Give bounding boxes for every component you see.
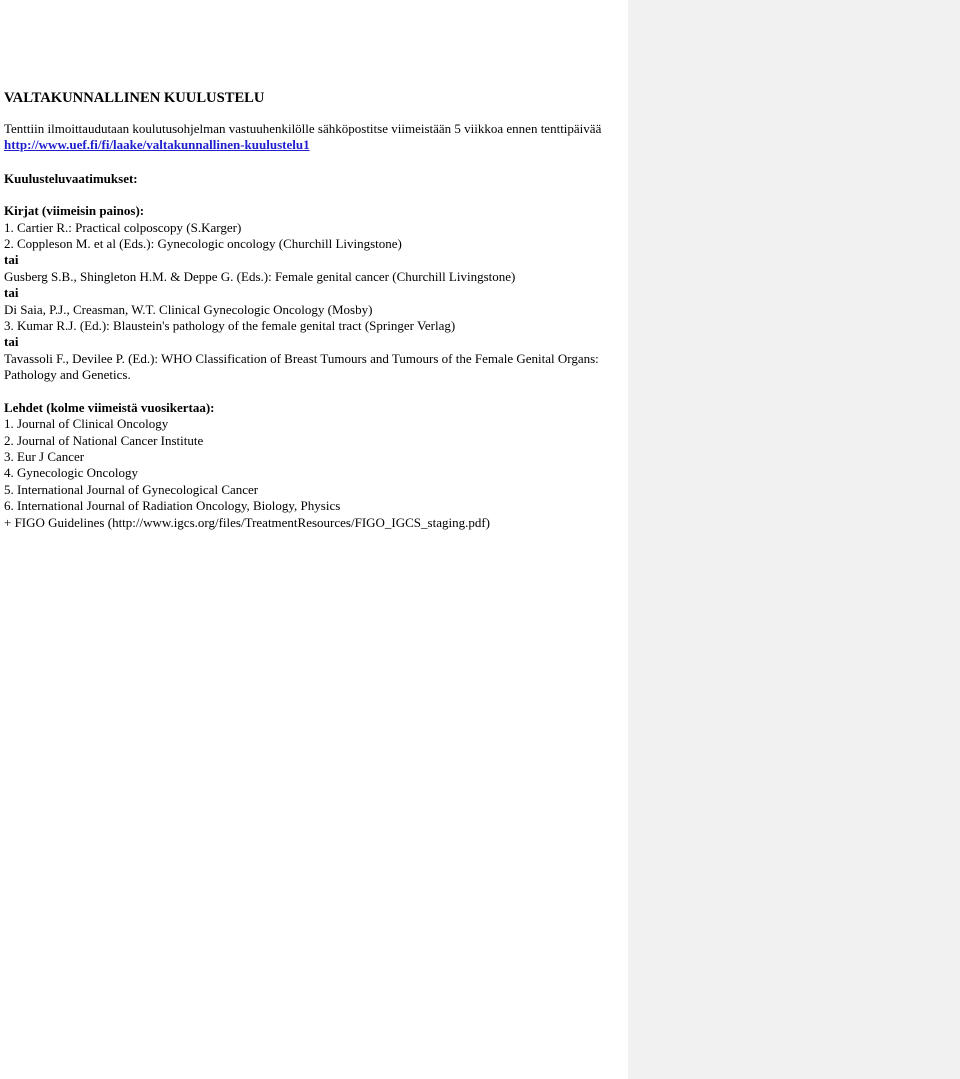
figo-guidelines-line: + FIGO Guidelines (http://www.igcs.org/files/TreatmentResources/FIGO_IGCS_staging.pdf) xyxy=(4,514,491,530)
journal-line-3: 3. Eur J Cancer xyxy=(4,448,85,464)
section-spacer xyxy=(4,384,622,400)
book-alternative-tai: tai xyxy=(4,334,19,350)
registration-link[interactable]: http://www.uef.fi/fi/laake/valtakunnallinen-kuulustelu1 xyxy=(4,137,310,153)
intro-paragraph xyxy=(4,121,622,154)
comment-margin-pane xyxy=(628,0,960,1079)
books-list xyxy=(4,220,622,384)
journal-line-1: 1. Journal of Clinical Oncology xyxy=(4,416,169,432)
book-line-2c: Di Saia, P.J., Creasman, W.T. Clinical Gynecologic Oncology (Mosby) xyxy=(4,301,373,317)
book-line-1: 1. Cartier R.: Practical colposcopy (S.Karger) xyxy=(4,219,242,235)
journals-heading: Lehdet (kolme viimeistä vuosikertaa): xyxy=(4,399,215,415)
journal-line-4: 4. Gynecologic Oncology xyxy=(4,465,138,481)
book-alternative-tai: tai xyxy=(4,252,19,268)
journal-line-6: 6. International Journal of Radiation Oncology, Biology, Physics xyxy=(4,498,341,514)
book-alternative-tai: tai xyxy=(4,285,19,301)
document-body xyxy=(4,89,622,531)
intro-text: Tenttiin ilmoittaudutaan koulutusohjelman vastuuhenkilölle sähköpostitse viimeistään 5 viikkoa ennen tenttipäivää xyxy=(4,121,602,136)
journal-line-5: 5. International Journal of Gynecological Cancer xyxy=(4,481,259,497)
book-line-3: 3. Kumar R.J. (Ed.): Blaustein's pathology of the female genital tract (Springer Verlag) xyxy=(4,318,456,334)
book-line-3b: Tavassoli F., Devilee P. (Ed.): WHO Classification of Breast Tumours and Tumours of the Female Genital Organs: Pathology and Genetics. xyxy=(4,350,599,383)
book-line-2: 2. Coppleson M. et al (Eds.): Gynecologic oncology (Churchill Livingstone) xyxy=(4,236,402,252)
journal-line-2: 2. Journal of National Cancer Institute xyxy=(4,432,204,448)
document-title: VALTAKUNNALLINEN KUULUSTELU xyxy=(4,90,265,106)
requirements-heading: Kuulusteluvaatimukset: xyxy=(4,170,138,186)
book-line-2b: Gusberg S.B., Shingleton H.M. & Deppe G. (Eds.): Female genital cancer (Churchill Livingstone) xyxy=(4,268,516,284)
books-heading: Kirjat (viimeisin painos): xyxy=(4,203,145,219)
journals-list xyxy=(4,416,622,531)
